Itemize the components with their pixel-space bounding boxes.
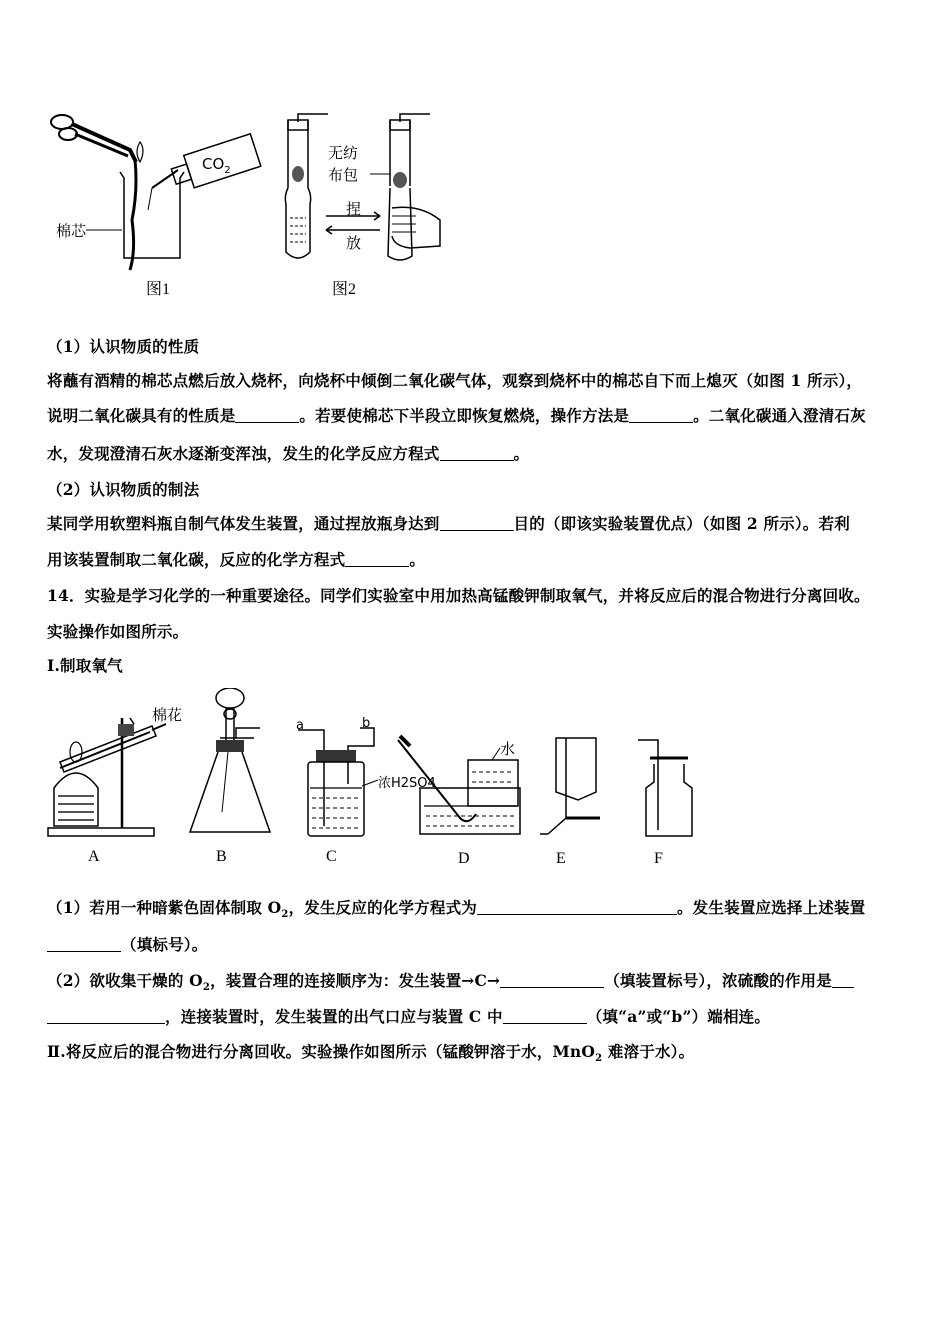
answer-blank[interactable] <box>629 407 693 423</box>
section2-text: Ⅱ.将反应后的混合物进行分离回收。实验操作如图所示（锰酸钾溶于水，MnO$_2$ 难溶于水）。 <box>47 1042 695 1065</box>
part1-heading: （1）认识物质的性质 <box>47 337 200 356</box>
figure-2 <box>280 108 450 298</box>
q14-line2: 实验操作如图所示。 <box>47 622 189 641</box>
acid-label: 浓H2SO4 <box>378 776 436 791</box>
cotton-label: 棉花 <box>152 706 183 724</box>
figure-1-drawing <box>40 100 270 300</box>
apparatus-label-b: B <box>216 848 227 865</box>
q14-part2-line2: ，连接装置时，发生装置的出气口应与装置 C 中 （填“a”或“b”）端相连。 <box>47 1006 912 1028</box>
q14-line1: 14．实验是学习化学的一种重要途径。同学们实验室中用加热高锰酸钾制取氧气，并将反应后的混合物进行分离回收。 <box>47 586 870 605</box>
answer-blank[interactable] <box>235 407 299 423</box>
answer-blank[interactable] <box>477 899 677 915</box>
bag-label-1: 无纺 <box>328 144 359 162</box>
q14-section1: Ⅰ.制取氧气 <box>47 656 123 675</box>
apparatus-figure <box>40 688 720 867</box>
bag-label-2: 布包 <box>328 166 359 184</box>
answer-blank[interactable] <box>503 1008 587 1024</box>
squeeze-label: 捏 <box>346 200 362 218</box>
apparatus-label-c: C <box>326 848 337 865</box>
answer-blank[interactable] <box>832 972 854 988</box>
answer-blank[interactable] <box>440 445 514 461</box>
q14-part1-line2: （填标号）。 <box>47 934 912 956</box>
water-label: 水 <box>500 740 516 758</box>
wick-label: 棉芯 <box>56 222 87 240</box>
answer-blank[interactable] <box>345 551 409 567</box>
q14-part2-line1: （2）欲收集干燥的 $O_2$，装置合理的连接顺序为：发生装置→C→ （填装置标号），浓硫酸的作用是 <box>47 970 912 999</box>
figure-1 <box>40 100 270 300</box>
answer-blank[interactable] <box>47 1008 165 1024</box>
apparatus-label-a: A <box>88 848 100 865</box>
figure-2-caption: 图2 <box>332 281 357 298</box>
answer-blank[interactable] <box>500 972 604 988</box>
part2-line2: 用该装置制取二氧化碳，反应的化学方程式 。 <box>47 550 426 569</box>
part1-line2: 说明二氧化碳具有的性质是 。若要使棉芯下半段立即恢复燃烧，操作方法是 。二氧化碳通入澄清石灰 <box>47 406 866 425</box>
part2-heading: （2）认识物质的制法 <box>47 480 200 499</box>
apparatus-drawing <box>40 688 720 848</box>
port-b-label: b <box>362 716 371 731</box>
apparatus-label-d: D <box>458 850 470 867</box>
answer-blank[interactable] <box>47 936 121 952</box>
q14-part1-line1: （1）若用一种暗紫色固体制取 $O_2$，发生反应的化学方程式为 。发生装置应选择上述装置 <box>47 898 866 921</box>
apparatus-label-e: E <box>556 850 566 867</box>
apparatus-label-f: F <box>654 850 663 867</box>
figure-1-caption: 图1 <box>146 281 171 298</box>
answer-blank[interactable] <box>440 515 514 531</box>
part1-line1: 将蘸有酒精的棉芯点燃后放入烧杯，向烧杯中倾倒二氧化碳气体，观察到烧杯中的棉芯自下而上熄灭（如图 1 所示）， <box>47 371 863 390</box>
port-a-label: a <box>296 718 304 733</box>
part1-line3: 水，发现澄清石灰水逐渐变浑浊，发生的化学反应方程式 。 <box>47 444 530 463</box>
co2-label: $CO_2$ <box>202 155 231 176</box>
part2-line1: 某同学用软塑料瓶自制气体发生装置，通过捏放瓶身达到 目的（即该实验装置优点）（如图 2 所示）。若利 <box>47 514 850 533</box>
release-label: 放 <box>346 234 362 252</box>
figure-2-drawing <box>280 108 450 268</box>
